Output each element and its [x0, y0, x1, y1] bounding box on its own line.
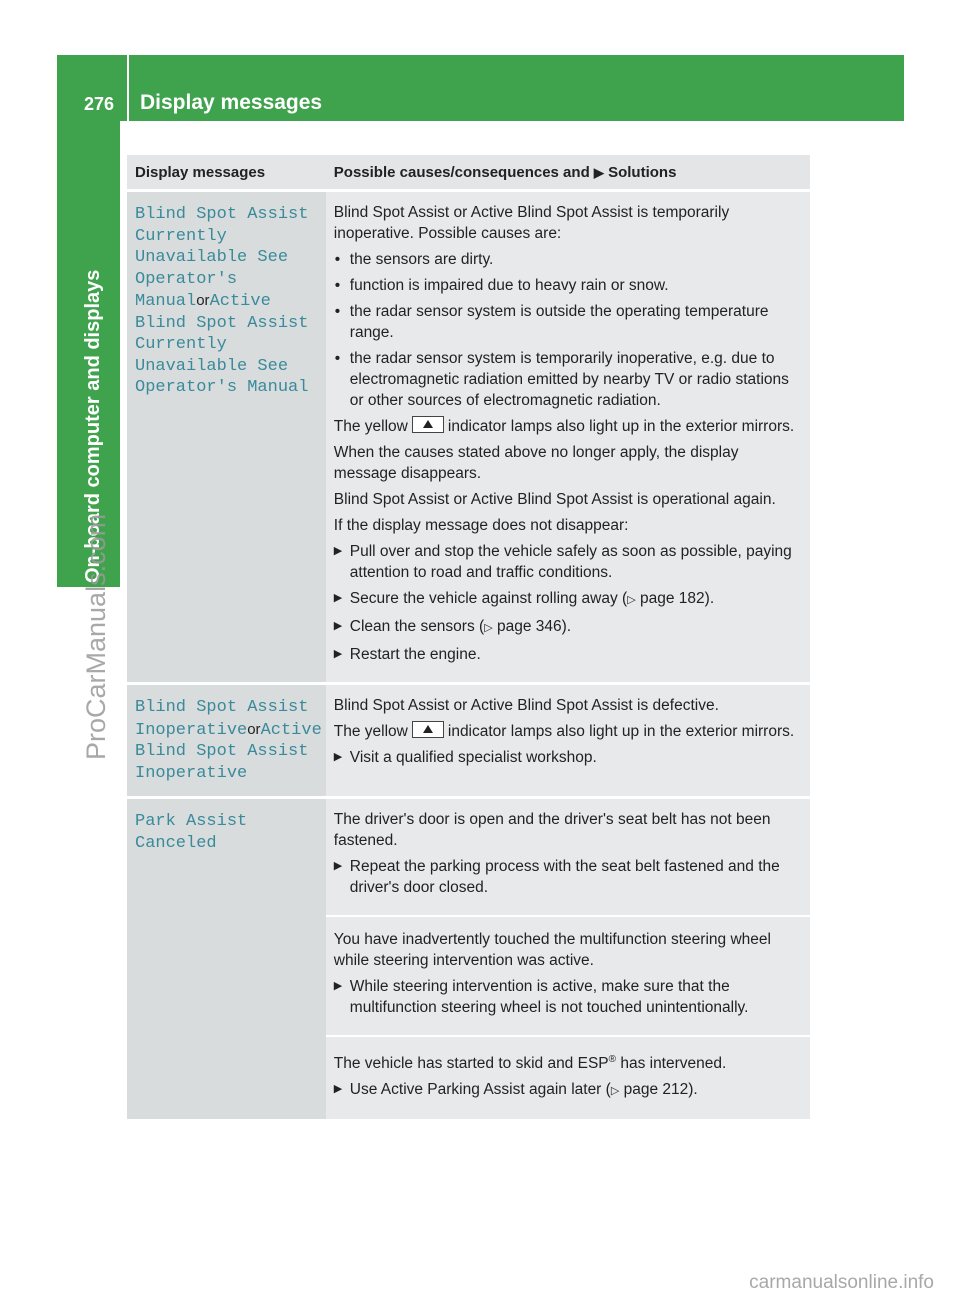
info-text: If the display message does not disappear:	[333, 517, 629, 534]
page-number: 276	[84, 94, 115, 114]
message-or: or	[196, 292, 210, 309]
watermark-side: ProCarManuals.com	[81, 513, 111, 760]
solution-step	[334, 1079, 802, 1102]
indicator-text-post: indicator lamps also light up in the exterior mirrors.	[447, 723, 795, 740]
table-header-row	[127, 155, 810, 191]
step-text: ).	[704, 590, 715, 607]
column-header-causes-label: Possible causes/consequences and	[333, 164, 590, 181]
step-text: Secure the vehicle against rolling away (	[349, 590, 628, 607]
watermark-bottom: carmanualsonline.info	[749, 1272, 934, 1293]
solution-step: ▶ Pull over and stop the vehicle safely as soon as possible, paying attention to road and traffic conditions.	[334, 541, 802, 583]
message-text: Park Assist Canceled	[135, 812, 248, 853]
solution-cell	[326, 798, 810, 917]
solution-cell	[326, 191, 810, 684]
table-row	[127, 798, 810, 917]
solution-step	[334, 616, 802, 639]
display-messages-table	[127, 155, 810, 1119]
cause-bullet: • the radar sensor system is outside the operating temperature range.	[334, 301, 802, 343]
solution-step: ▶ Repeat the parking process with the seat belt fastened and the driver's door closed.	[334, 856, 802, 898]
solution-step: ▶ Visit a qualified specialist workshop.	[334, 747, 802, 768]
step-text: Use Active Parking Assist again later (	[349, 1081, 611, 1099]
solution-step: ▶ While steering intervention is active, make sure that the multifunction steering wheel is not touched unintentionally.	[334, 976, 802, 1018]
cause-bullet: • the sensors are dirty.	[334, 249, 802, 270]
indicator-text-pre: The yellow	[333, 418, 408, 435]
side-tab-label: On-board computer and displays	[82, 269, 104, 583]
cause-bullet: • function is impaired due to heavy rain or snow.	[334, 275, 802, 296]
info-text: Blind Spot Assist or Active Blind Spot Assist is operational again.	[333, 491, 776, 508]
message-text: Active Blind Spot Assist Inoperative	[135, 720, 322, 783]
cause-text: Blind Spot Assist or Active Blind Spot Assist is temporarily inoperative. Possible causes are:	[333, 204, 730, 242]
column-header-solutions-label: Solutions	[608, 164, 677, 181]
page-reference-link[interactable]: page 346	[496, 618, 562, 635]
message-or: or	[247, 720, 261, 738]
message-text: Active Blind Spot Assist Currently Unavailable See Operator's Manual	[135, 292, 309, 397]
cause-text-pre: The vehicle has started to skid and ESP	[333, 1055, 609, 1073]
column-header-causes	[326, 155, 810, 191]
message-cell	[127, 191, 326, 684]
message-cell	[127, 684, 326, 798]
message-text: Blind Spot Assist Inoperative	[135, 698, 309, 740]
message-text: Blind Spot Assist Currently Unavailable See Operator's Manual	[135, 205, 309, 311]
cause-text	[334, 1049, 802, 1074]
indicator-text-pre: The yellow	[333, 723, 408, 740]
indicator-text	[334, 721, 802, 742]
step-text: ).	[561, 618, 572, 635]
column-header-messages: Display messages	[127, 155, 326, 191]
triangle-right-icon: ▷	[627, 594, 636, 606]
solution-cell	[326, 916, 810, 1036]
blind-spot-warning-lamp-icon	[412, 721, 444, 738]
header-divider	[127, 55, 129, 121]
cause-text-post: has intervened.	[616, 1055, 727, 1073]
table-row	[127, 684, 810, 798]
page-reference-link[interactable]: page 212	[623, 1081, 689, 1099]
cause-text: The driver's door is open and the driver's seat belt has not been fastened.	[333, 811, 771, 849]
triangle-right-icon: ▷	[610, 1085, 620, 1098]
blind-spot-warning-lamp-icon	[412, 416, 444, 433]
page-title: Display messages	[140, 91, 323, 114]
solution-step: ▶ Restart the engine.	[334, 644, 802, 665]
solution-cell	[326, 684, 810, 798]
cause-text: You have inadvertently touched the multifunction steering wheel while steering intervention was active.	[333, 931, 771, 969]
table-row	[127, 191, 810, 684]
solution-step	[334, 588, 802, 611]
page-reference-link[interactable]: page 182	[640, 590, 705, 607]
play-arrow-icon: ▶	[593, 165, 604, 180]
indicator-text	[334, 416, 802, 437]
triangle-right-icon: ▷	[484, 622, 493, 634]
step-text: ).	[688, 1081, 698, 1099]
message-cell	[127, 798, 326, 1120]
solution-cell	[326, 1036, 810, 1119]
cause-bullet: • the radar sensor system is temporarily inoperative, e.g. due to electromagnetic radiation emitted by nearby TV or radio stations or other sources of electromagnetic radiation.	[334, 348, 802, 411]
indicator-text-post: indicator lamps also light up in the exterior mirrors.	[447, 418, 795, 435]
info-text: When the causes stated above no longer apply, the display message disappears.	[333, 444, 739, 482]
cause-text: Blind Spot Assist or Active Blind Spot Assist is defective.	[333, 697, 719, 714]
registered-mark: ®	[608, 1054, 617, 1065]
step-text: Clean the sensors (	[349, 618, 485, 635]
